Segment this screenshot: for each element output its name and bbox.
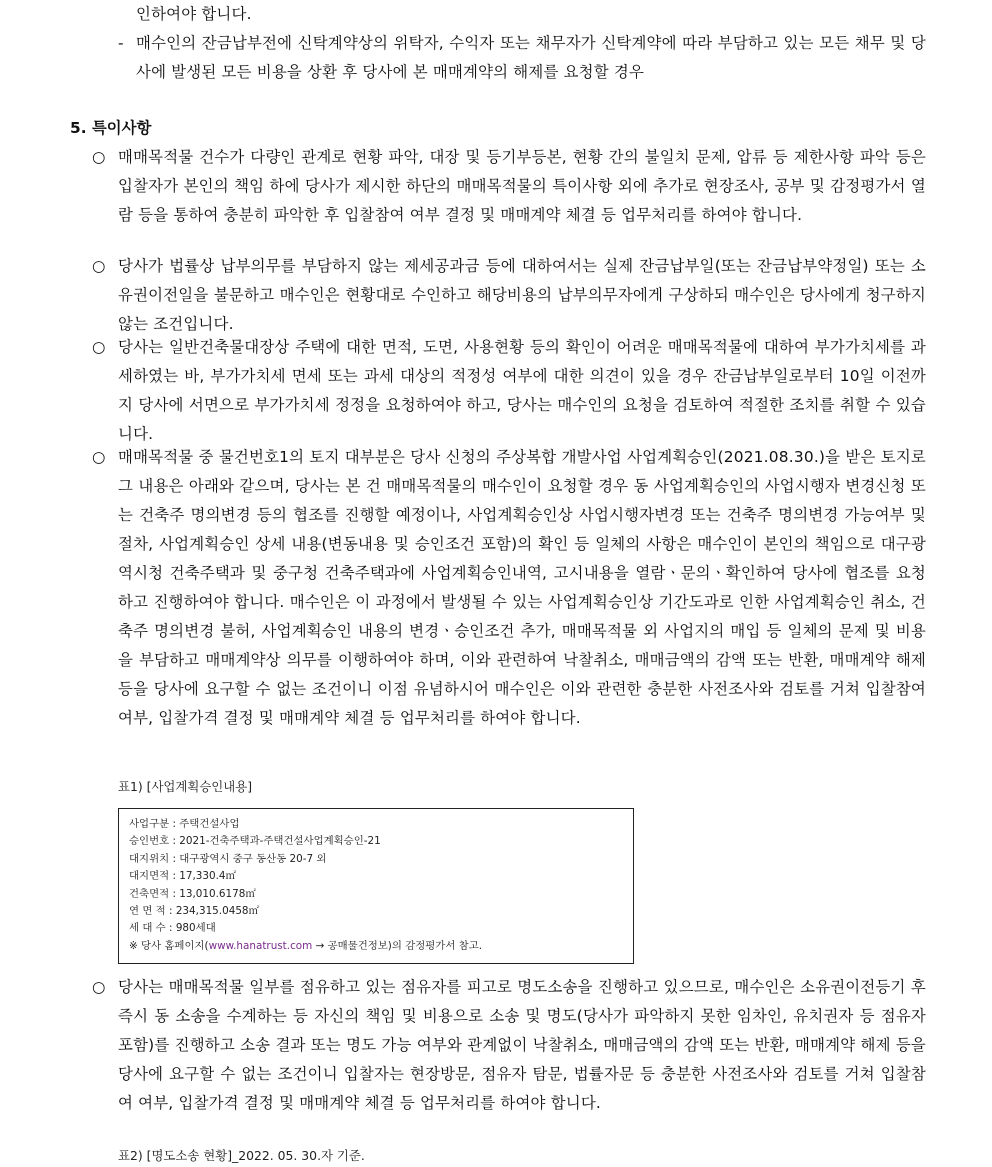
approval-note — [129, 938, 623, 955]
dash-list-item — [118, 29, 926, 87]
approval-line-households: 세 대 수 : 980세대 — [129, 922, 216, 935]
bullet-marker: ○ — [92, 978, 106, 996]
approval-line-location: 대지위치 : 대구광역시 중구 동산동 20-7 외 — [129, 852, 327, 865]
dash-item-text: 매수인의 잔금납부전에 신탁계약상의 위탁자, 수익자 또는 채무자가 신탁계약에 따라 부담하고 있는 모든 채무 및 당사에 발생된 모든 비용을 상환 후 당사에 본 매매계약의 해제를 요청할 경우 — [136, 34, 926, 81]
bullet-item-3 — [92, 333, 926, 449]
dash-marker: - — [118, 34, 124, 52]
approval-line-type: 사업구분 : 주택건설사업 — [129, 818, 240, 830]
continuation-text: 인하여야 합니다. — [136, 5, 252, 23]
homepage-link[interactable]: www.hanatrust.com — [208, 939, 313, 952]
bullet-text-4: 매매목적물 중 물건번호1의 토지 대부분은 당사 신청의 주상복합 개발사업 사업계획승인(2021.08.30.)을 받은 토지로 그 내용은 아래와 같으며, 당사는 본 건 매매목적물의 매수인이 요청할 경우 동 사업계획승인의 사업시행자 변경신청 또는 건축주 명의변경 등의 협조를 진행할 예정이나, 사업계획승인상 사업시행자변경 또는 건축주 명의변경 가능여부 및 절차, 사업계획승인 상세 내용(변동내용 및 승인조건 포함)의 확인 등 일체의 사항은 매수인이 본인의 책임으로 대구광역시청 건축주택과 및 중구청 건축주택과에 사업계획승인내역, 고시내용을 열람ㆍ문의ㆍ확인하여 당사에 협조를 요청하고 진행하여야 합니다. 매수인은 이 과정에서 발생될 수 있는 사업계획승인상 기간도과로 인한 사업계획승인 취소, 건축주 명의변경 불허, 사업계획승인 내용의 변경ㆍ승인조건 추가, 매매목적물 외 사업지의 매입 등 일체의 문제 및 비용을 부담하고 매매계약상 의무를 이행하여야 하며, 이와 관련하여 낙찰취소, 매매금액의 감액 또는 반환, 매매계약 해제 등을 당사에 요구할 수 없는 조건이니 이점 유념하시어 매수인은 이와 관련한 충분한 사전조사와 검토를 거쳐 입찰참여 여부, 입찰가격 결정 및 매매계약 체결 등 업무처리를 하여야 합니다. — [118, 448, 926, 727]
approval-line-site-area: 대지면적 : 17,330.4㎡ — [129, 870, 236, 883]
approval-line-floor-area: 연 면 적 : 234,315.0458㎡ — [129, 905, 259, 918]
approval-line-building-area: 건축면적 : 13,010.6178㎡ — [129, 887, 256, 900]
project-approval-box — [118, 808, 634, 964]
table1-caption: 표1) [사업계획승인내용] — [118, 779, 253, 794]
bullet-marker: ○ — [92, 448, 106, 466]
bullet-item-1 — [92, 143, 926, 230]
section-heading: 5. 특이사항 — [70, 119, 152, 137]
approval-line-number: 승인번호 : 2021-건축주택과-주택건설사업계획승인-21 — [129, 835, 381, 848]
approval-note-suffix: → 공매물건정보)의 감정평가서 참고. — [312, 939, 483, 952]
bullet-text-1: 매매목적물 건수가 다량인 관계로 현황 파악, 대장 및 등기부등본, 현황 간의 불일치 문제, 압류 등 제한사항 파악 등은 입찰자가 본인의 책임 하에 당사가 제시한 하단의 매매목적물의 특이사항 외에 추가로 현장조사, 공부 및 감정평가서 열람 등을 통하여 충분히 파악한 후 입찰참여 여부 결정 및 매매계약 체결 등 업무처리를 하여야 합니다. — [118, 148, 926, 224]
bullet-text-5: 당사는 매매목적물 일부를 점유하고 있는 점유자를 피고로 명도소송을 진행하고 있으므로, 매수인은 소유권이전등기 후 즉시 동 소송을 수계하는 등 자신의 책임 및 비용으로 소송 및 명도(당사가 파악하지 못한 임차인, 유치권자 등 점유자 포함)를 진행하고 소송 결과 또는 명도 가능 여부와 관계없이 낙찰취소, 매매금액의 감액 또는 반환, 매매계약 해제 등을 당사에 요구할 수 없는 조건이니 입찰자는 현장방문, 점유자 탐문, 법률자문 등 충분한 사전조사와 검토를 거쳐 입찰참여 여부, 입찰가격 결정 및 매매계약 체결 등 업무처리를 하여야 합니다. — [118, 978, 926, 1112]
bullet-text-3: 당사는 일반건축물대장상 주택에 대한 면적, 도면, 사용현황 등의 확인이 어려운 매매목적물에 대하여 부가가치세를 과세하였는 바, 부가가치세 면세 또는 과세 대상의 적정성 여부에 대한 의견이 있을 경우 잔금납부일로부터 10일 이전까지 당사에 서면으로 부가가치세 정정을 요청하여야 하고, 당사는 매수인의 요청을 검토하여 적절한 조치를 취할 수 있습니다. — [118, 338, 926, 443]
bullet-item-5 — [92, 973, 926, 1118]
bullet-marker: ○ — [92, 257, 106, 275]
table2-caption: 표2) [명도소송 현황]_2022. 05. 30.자 기준. — [118, 1148, 365, 1163]
bullet-item-4 — [92, 443, 926, 733]
approval-note-prefix: ※ 당사 홈페이지( — [129, 939, 209, 952]
bullet-item-2 — [92, 252, 926, 339]
bullet-marker: ○ — [92, 148, 106, 166]
bullet-text-2: 당사가 법률상 납부의무를 부담하지 않는 제세공과금 등에 대하여서는 실제 잔금납부일(또는 잔금납부약정일) 또는 소유권이전일을 불문하고 매수인은 현황대로 수인하고 해당비용의 납부의무자에게 구상하되 매수인은 당사에게 청구하지 않는 조건입니다. — [118, 257, 926, 333]
bullet-marker: ○ — [92, 338, 106, 356]
